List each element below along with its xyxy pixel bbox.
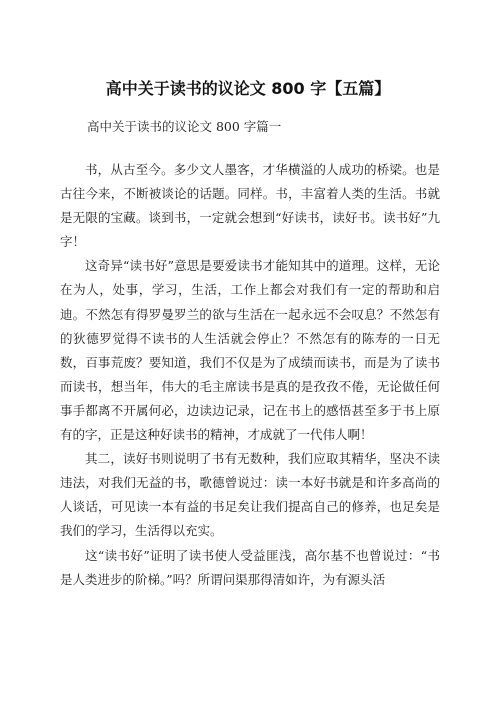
paragraph: 其二，读好书则说明了书有无数种，我们应取其精华，坚决不读违法，对我们无益的书，歌德曾说过：读一本好书就是和许多高尚的人谈话，可见读一本有益的书足矣让我们提高自己的修养，也足矣是我们的学习，生活得以充实。 [60, 451, 440, 539]
paragraph: 书，从古至今。多少文人墨客，才华横溢的人成功的桥梁。也是古往今来，不断被谈论的话题。同样。书，丰富着人类的生活。书就是无限的宝藏。谈到书，一定就会想到“好读书，读好书。读书好”九字！ [60, 162, 440, 250]
document-title: 高中关于读书的议论文 800 字【五篇】 [105, 79, 391, 98]
document-body [60, 158, 440, 592]
paragraph: 这“读书好”证明了读书使人受益匪浅，高尔基不也曾说过：“书是人类进步的阶梯。”吗？所谓问渠那得清如许，为有源头活 [60, 547, 440, 587]
paragraph: 这奇异“读书好”意思是要爱读书才能知其中的道理。这样，无论在为人，处事，学习，生活，工作上都会对我们有一定的帮助和启迪。不然怎有得罗曼罗兰的欲与生活在一起永远不会叹息？不然怎有的狄德罗觉得不读书的人生活就会停止？不然怎有的陈寿的一日无数，百事荒废？要知道，我们不仅是为了成绩而读书，而是为了读书而读书，想当年，伟大的毛主席读书是真的是孜孜不倦，无论做任何事手都离不开属何必，边读边记录，记在书上的感悟甚至多于书上原有的字，正是这种好读书的精神，才成就了一代伟人啊！ [60, 258, 440, 443]
section-heading: 高中关于读书的议论文 800 字篇一 [87, 119, 282, 134]
